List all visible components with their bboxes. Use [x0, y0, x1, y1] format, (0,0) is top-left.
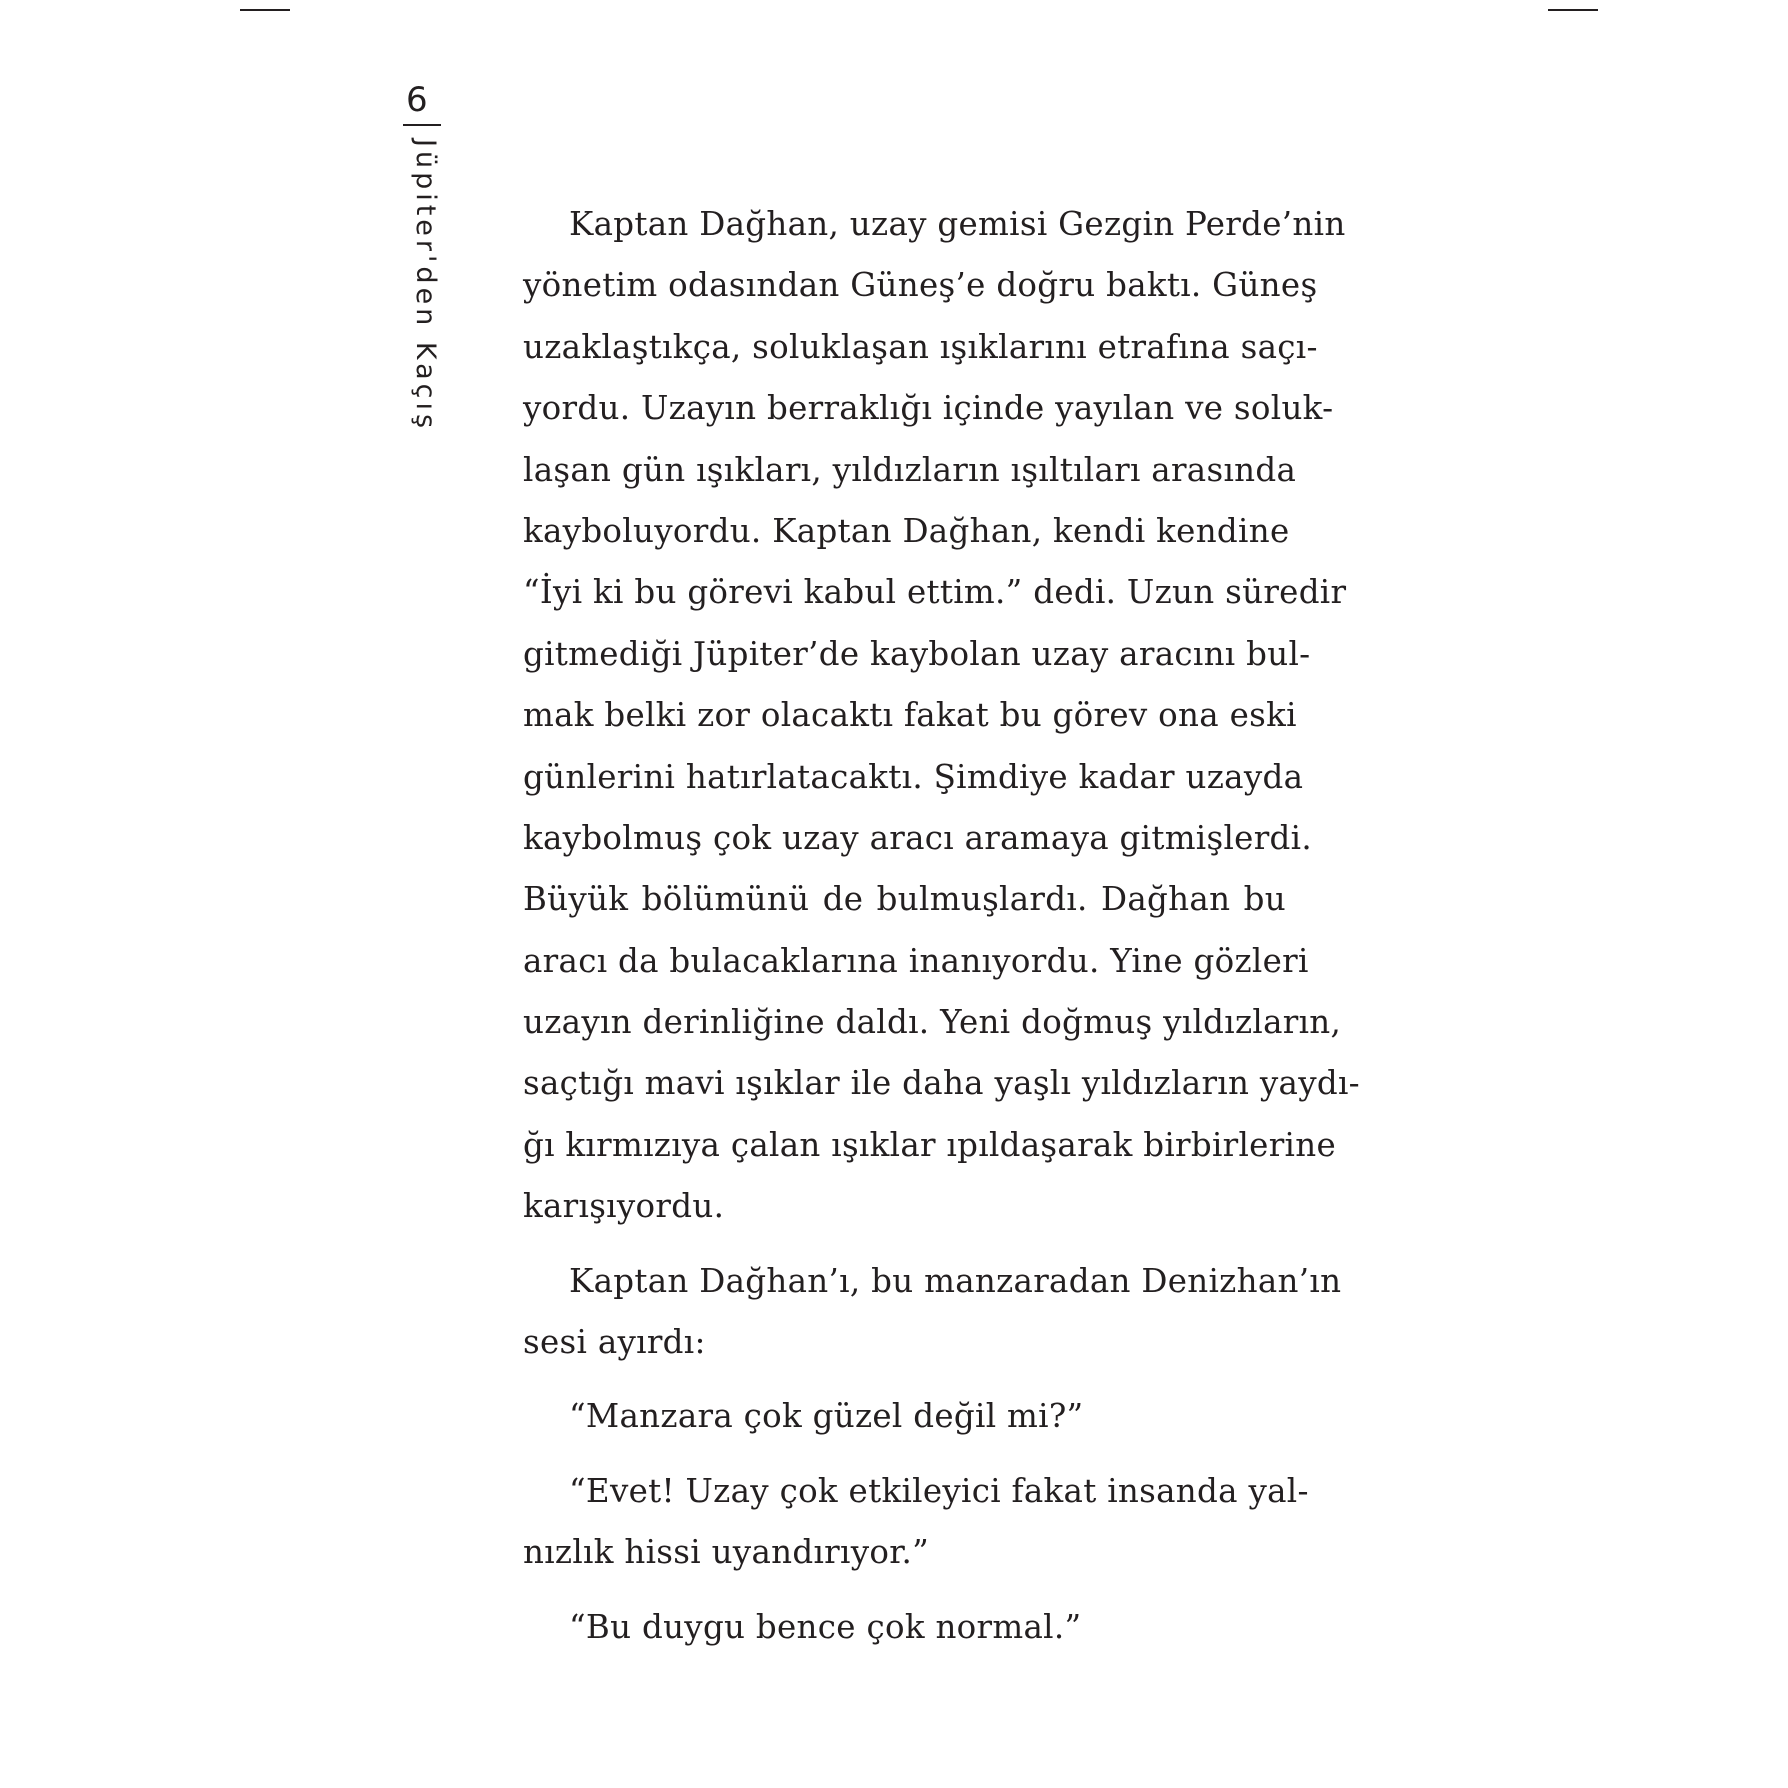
paragraph-gap: [523, 1584, 1286, 1597]
paragraph: [523, 1461, 1309, 1584]
text-line: ğı kırmızıya çalan ışıklar ıpıldaşarak birbirlerine: [523, 1125, 1337, 1164]
text-line: “Evet! Uzay çok etkileyici fakat insanda yal-: [569, 1471, 1309, 1510]
text-line: karışıyordu.: [523, 1187, 725, 1226]
text-line: uzaklaştıkça, soluklaşan ışıklarını etrafına saçı-: [523, 327, 1318, 366]
running-title: Jüpiter'den Kaçış: [410, 139, 441, 433]
text-line: aracı da bulacaklarına inanıyordu. Yine gözleri: [523, 941, 1309, 980]
paragraph: [523, 194, 1360, 1238]
body-text: [523, 194, 1360, 1658]
crop-mark-left: [240, 9, 290, 11]
paragraph: [523, 1597, 1286, 1658]
text-line: laşan gün ışıkları, yıldızların ışıltıları arasında: [523, 450, 1297, 489]
paragraph-gap: [523, 1448, 1286, 1461]
paragraph: [523, 1386, 1286, 1447]
text-line: Kaptan Dağhan, uzay gemisi Gezgin Perde’nin: [569, 205, 1346, 243]
text-line: saçtığı mavi ışıklar ile daha yaşlı yıldızların yaydı-: [523, 1064, 1360, 1103]
crop-mark-right: [1548, 9, 1598, 11]
text-line: “İyi ki bu görevi kabul ettim.” dedi. Uzun süredir: [523, 573, 1347, 612]
page-number: 6: [406, 80, 428, 120]
paragraph-gap: [523, 1238, 1286, 1251]
text-line: yordu. Uzayın berraklığı içinde yayılan ve soluk-: [523, 389, 1334, 428]
text-line: gitmediği Jüpiter’de kaybolan uzay aracını bul-: [523, 634, 1311, 673]
text-line: kayboluyordu. Kaptan Dağhan, kendi kendine: [523, 511, 1290, 550]
text-line: nızlık hissi uyandırıyor.”: [523, 1533, 930, 1572]
running-header-divider: [403, 124, 441, 126]
text-line: sesi ayırdı:: [523, 1323, 706, 1362]
text-line: günlerini hatırlatacaktı. Şimdiye kadar uzayda: [523, 757, 1304, 796]
text-line: “Manzara çok güzel değil mi?”: [569, 1397, 1084, 1436]
text-line: kaybolmuş çok uzay aracı aramaya gitmişlerdi.: [523, 818, 1312, 857]
text-line: yönetim odasından Güneş’e doğru baktı. Güneş: [523, 266, 1318, 305]
paragraph-gap: [523, 1373, 1286, 1386]
text-line: uzayın derinliğine daldı. Yeni doğmuş yıldızların,: [523, 1003, 1342, 1042]
text-line: “Bu duygu bence çok normal.”: [569, 1607, 1082, 1646]
text-line: Kaptan Dağhan’ı, bu manzaradan Denizhan’ın: [569, 1261, 1342, 1300]
text-line: mak belki zor olacaktı fakat bu görev ona eski: [523, 696, 1297, 735]
paragraph: [523, 1251, 1342, 1374]
text-line: Büyük bölümünü de bulmuşlardı. Dağhan bu: [523, 880, 1286, 919]
